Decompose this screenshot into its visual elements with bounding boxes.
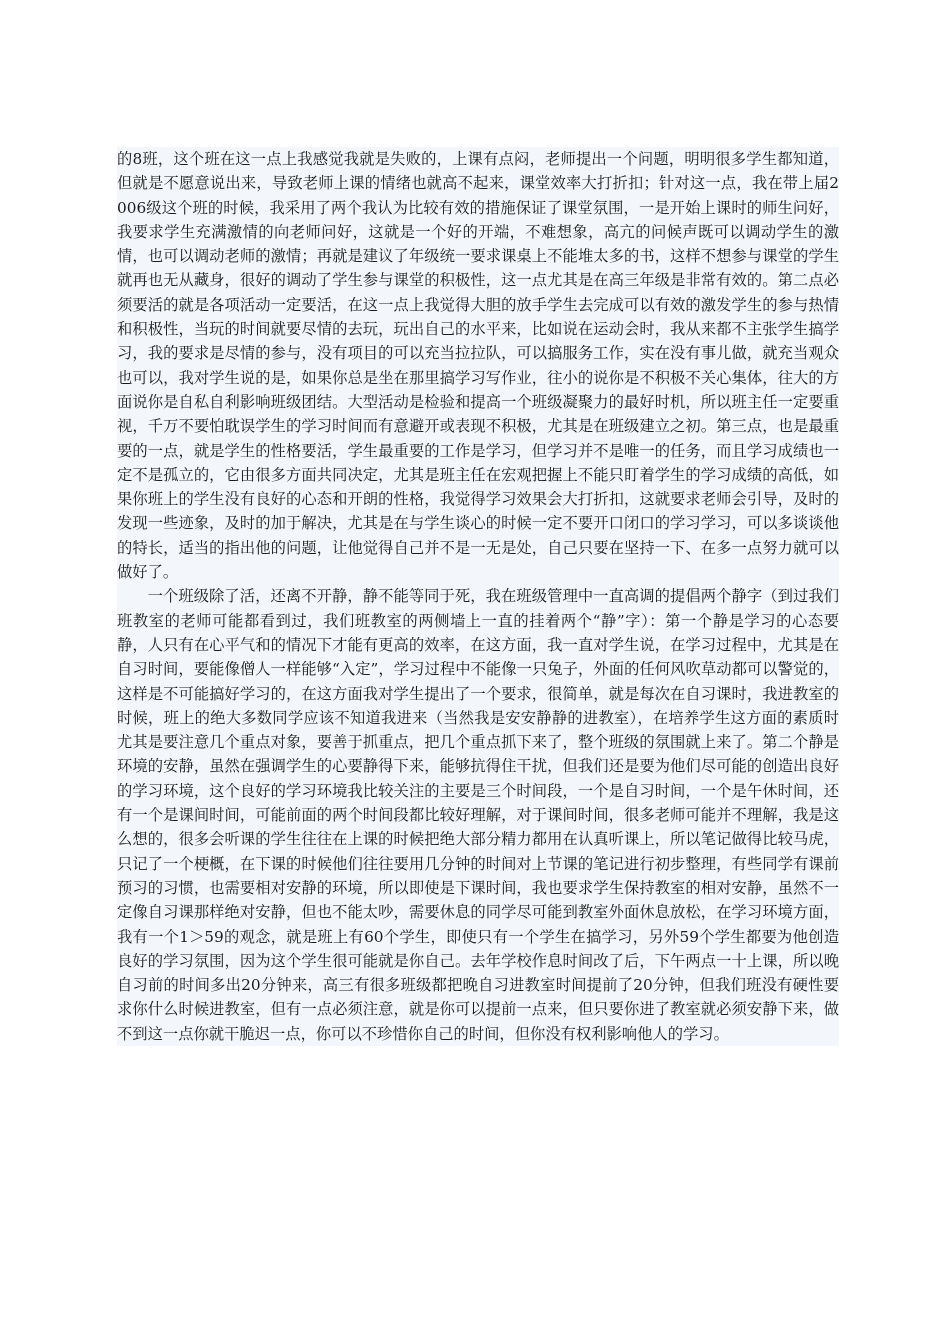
paragraph-2: 一个班级除了活，还离不开静，静不能等同于死，我在班级管理中一直高调的提倡两个静字（到过我们班教室的老师可能都看到过，我们班教室的两侧墙上一直的挂着两个“静”字）：第一个静是学习的心态要静，人只有在心平气和的情况下才能有更高的效率，在这方面，我一直对学生说，在学习过程中，尤其是在自习时间，要能像僧人一样能够“入定”，学习过程中不能像一只兔子，外面的任何风吹草动都可以警觉的，这样是不可能搞好学习的，在这方面我对学生提出了一个要求，很简单，就是每次在自习课时，我进教室的时候，班上的绝大多数同学应该不知道我进来（当然我是安安静静的进教室），在培养学生这方面的素质时尤其是要注意几个重点对象，要善于抓重点，把几个重点抓下来了，整个班级的氛围就上来了。第二个静是环境的安静，虽然在强调学生的心要静得下来，能够抗得住干扰，但我们还是要为他们尽可能的创造出良好的学习环境，这个良好的学习环境我比较关注的主要是三个时间段，一个是自习时间，一个是午休时间，还有一个是课间时间，可能前面的两个时间段都比较好理解，对于课间时间，很多老师可能并不理解，我是这么想的，很多会听课的学生往往在上课的时候把绝大部分精力都用在认真听课上，所以笔记做得比较马虎，只记了一个梗概，在下课的时候他们往往要用几分钟的时间对上节课的笔记进行初步整理，有些同学有课前预习的习惯，也需要相对安静的环境，所以即使是下课时间，我也要求学生保持教室的相对安静，虽然不一定像自习课那样绝对安静，但也不能太吵，需要休息的同学尽可能到教室外面休息放松，在学习环境方面，我有一个1＞59的观念，就是班上有60个学生，即使只有一个学生在搞学习，另外59个学生都要为他创造良好的学习氛围，因为这个学生很可能就是你自己。去年学校作息时间改了后，下午两点一十上课，所以晚自习前的时间多出20分钟来，高三有很多班级都把晚自习进教室时间提前了20分钟，但我们班没有硬性要求你什么时候进教室，但有一点必须注意，就是你可以提前一点来，但只要你进了教室就必须安静下来，做不到这一点你就干脆迟一点，你可以不珍惜你自己的时间，但你没有权利影响他人的学习。: [117, 587, 839, 1043]
paragraph-1: 的8班，这个班在这一点上我感觉我就是失败的，上课有点闷，老师提出一个问题，明明很多学生都知道，但就是不愿意说出来，导致老师上课的情绪也就高不起来，课堂效率大打折扣；针对这一点，我在带上届2006级这个班的时候，我采用了两个我认为比较有效的措施保证了课堂氛围，一是开始上课时的师生问好，我要求学生充满激情的向老师问好，这就是一个好的开端，不难想象，高亢的问候声既可以调动学生的激情，也可以调动老师的激情；再就是建议了年级统一要求课桌上不能堆太多的书，这样不想参与课堂的学生就再也无从藏身，很好的调动了学生参与课堂的积极性，这一点尤其是在高三年级是非常有效的。第二点必须要活的就是各项活动一定要活，在这一点上我觉得大胆的放手学生去完成可以有效的激发学生的参与热情和积极性，当玩的时间就要尽情的去玩，玩出自己的水平来，比如说在运动会时，我从来都不主张学生搞学习，我的要求是尽情的参与，没有项目的可以充当拉拉队，可以搞服务工作，实在没有事儿做，就充当观众也可以，我对学生说的是，如果你总是坐在那里搞学习写作业，往小的说你是不积极不关心集体，往大的方面说你是自私自利影响班级团结。大型活动是检验和提高一个班级凝聚力的最好时机，所以班主任一定要重视，千万不要怕耽误学生的学习时间而有意避开或表现不积极，尤其是在班级建立之初。第三点，也是最重要的一点，就是学生的性格要活，学生最重要的工作是学习，但学习并不是唯一的任务，而且学习成绩也一定不是孤立的，它由很多方面共同决定，尤其是班主任在宏观把握上不能只盯着学生的学习成绩的高低，如果你班上的学生没有良好的心态和开朗的性格，我觉得学习效果会大打折扣，这就要求老师会引导，及时的发现一些迹象，及时的加于解决，尤其是在与学生谈心的时候一定不要开口闭口的学习学习，可以多谈谈他的特长，适当的指出他的问题，让他觉得自己并不是一无是处，自己只要在坚持一下、在多一点努力就可以做好了。: [117, 150, 839, 582]
document-body: [117, 147, 839, 1046]
